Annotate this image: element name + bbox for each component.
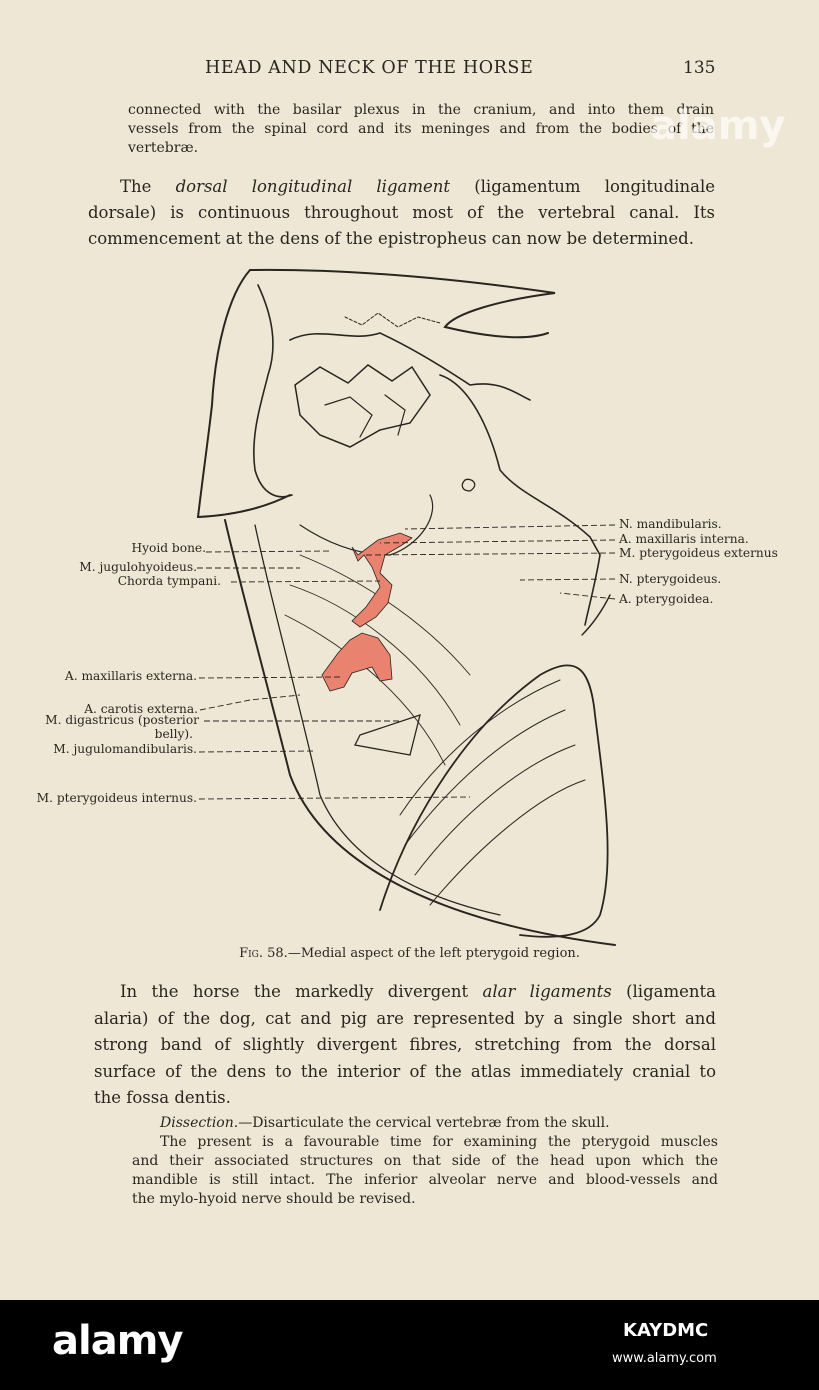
dissection-heading: Dissection. [160,1115,239,1131]
label-a-maxillaris-externa: A. maxillaris externa. [64,669,197,683]
label-m-digastricus: M. digastricus (posterior [45,713,199,727]
figure-drawing [198,270,615,945]
label-m-jugulohyoideus: M. jugulohyoideus. [79,560,197,574]
leader-lines [197,525,615,799]
dissection-instructions: Dissection.—Disarticulate the cervical vertebræ from the skull. The present is a favourable time for examining the pterygoid muscles and their associated structures on that side of the head upon which the mandible is still intact. The inferior alveolar nerve and blood-vessels and the mylo-hyoid nerve should be revised. [132,1115,718,1207]
term-alar-ligaments: alar ligaments [482,982,612,1001]
figure-labels-right [618,517,778,606]
figure-labels-left [37,541,221,805]
term-dorsal-longitudinal-ligament: dorsal longitudinal ligament [175,177,451,196]
paragraph-alar-ligaments: In the horse the markedly divergent alar ligaments (ligamenta alaria) of the dog, cat and pig are represented by a single short and strong band of slightly divergent fibres, stretching from the dorsal surface of the dens to the interior of the atlas immediately cranial to the fossa dentis. [94,982,716,1107]
site-url: www.alamy.com [612,1351,717,1366]
figure-caption: Fig. 58.—Medial aspect of the left pterygoid region. [239,946,580,961]
intro-paragraph: connected with the basilar plexus in the cranium, and into them drain vessels from the spinal cord and its meninges and from the bodies of the vertebræ. [128,102,714,156]
page-number: 135 [683,58,716,78]
label-m-pterygoideus-externus: M. pterygoideus externus [619,546,778,560]
artery-maxillaris [322,533,412,691]
label-a-maxillaris-interna: A. maxillaris interna. [619,532,749,546]
label-m-jugulomandibularis: M. jugulomandibularis. [53,742,197,756]
label-n-mandibularis: N. mandibularis. [619,517,722,531]
label-n-pterygoideus: N. pterygoideus. [619,572,722,586]
label-chorda-tympani: Chorda tympani. [117,574,221,588]
image-id: KAYDMC [623,1320,709,1341]
watermark-chip: alamy [650,103,786,149]
label-a-carotis-externa: A. carotis externa. [84,702,198,716]
running-head [0,58,819,80]
label-posterior-belly: belly). [154,727,193,741]
alamy-logo: alamy [52,1318,183,1364]
label-hyoid-bone: Hyoid bone. [131,541,206,555]
paragraph-dorsal-ligament: The dorsal longitudinal ligament (ligamentum longitudinale dorsale) is continuous throughout most of the vertebral canal. Its commencement at the dens of the epistropheus can now be determined. [88,177,715,248]
label-m-pterygoideus-internus: M. pterygoideus internus. [36,791,197,805]
anatomical-figure [0,255,819,955]
running-title: HEAD AND NECK OF THE HORSE [205,58,534,78]
label-a-pterygoidea: A. pterygoidea. [619,592,714,606]
stock-footer [0,1300,819,1390]
